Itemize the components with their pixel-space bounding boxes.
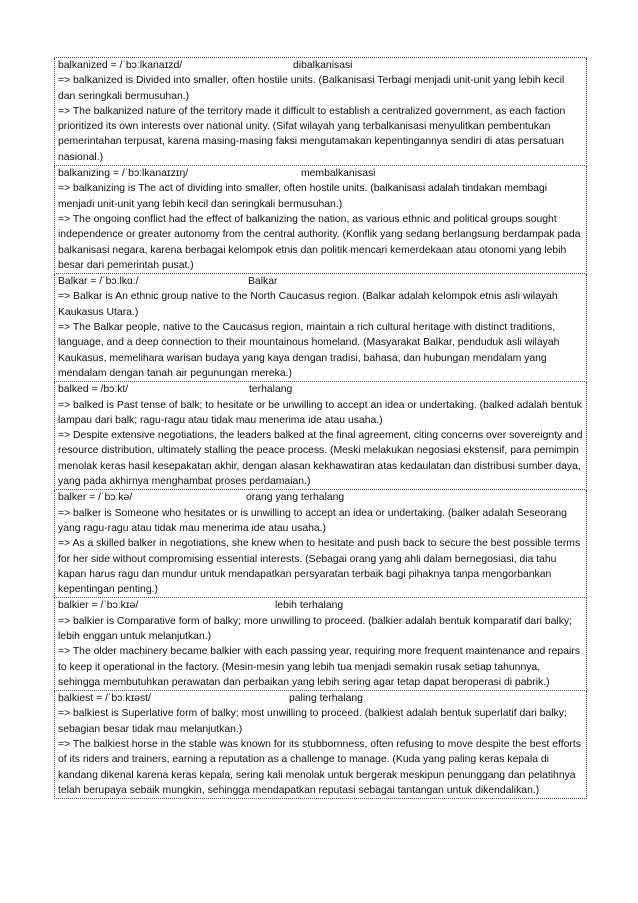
entry-translation: dibalkanisasi bbox=[293, 60, 353, 71]
entry-balkiest bbox=[54, 691, 587, 799]
entry-header bbox=[58, 490, 584, 505]
entry-balkanizing bbox=[54, 166, 587, 274]
entry-example: => The older machinery became balkier with each passing year, requiring more frequent maintenance and repairs to keep it operational in the factory. (Mesin-mesin yang lebih tua menjadi semakin rusak setiap tahunnya, sehingga membutuhkan perawatan dan perbaikan yang lebih sering agar tetap dapat beroperasi di pabrik.) bbox=[58, 646, 580, 688]
entry-definition: => balkier is Comparative form of balky; more unwilling to proceed. (balkier adalah bentuk komparatif dari balky; lebih enggan untuk melanjutkan.) bbox=[58, 615, 573, 642]
entry-translation: lebih terhalang bbox=[275, 600, 344, 612]
entry-balker bbox=[54, 490, 587, 598]
entry-example: => The balkiest horse in the stable was known for its stubbornness, often refusing to move despite the best efforts of its riders and trainers, earning a reputation as a challenge to manage. (Kuda yang paling keras kepala di kandang dikenal karena keras kepala, sering kali menolak untuk bergerak meskipun penunggang dan pelatihnya telah berupaya sebaik mungkin, sehingga mendapatkan reputasi sebagai tantangan untuk dikendalikan.) bbox=[58, 739, 581, 796]
entry-balked bbox=[54, 382, 587, 490]
entry-definition: => balked is Past tense of balk; to hesitate or be unwilling to accept an idea or undertaking. (balked adalah bentuk lampau dari balk; ragu-ragu atau tidak mau menerima ide atau usaha.) bbox=[58, 399, 582, 426]
entry-definition: => balker is Someone who hesitates or is unwilling to accept an idea or undertaking. (balker adalah Seseorang yang ragu-ragu atau tidak mau menerima ide atau usaha.) bbox=[58, 507, 567, 534]
entry-term: balked = /bɔːkt/ bbox=[58, 384, 129, 396]
entry-term: balkanizing = /ˈbɔːlkanaɪzɪŋ/ bbox=[58, 168, 189, 180]
entry-definition: => balkanized is Divided into smaller, often hostile units. (Balkanisasi Terbagi menjadi unit-unit yang lebih kecil dan seringkali bermusuhan.) bbox=[58, 75, 565, 102]
entry-balkanized bbox=[54, 58, 587, 166]
entry-translation: terhalang bbox=[249, 384, 293, 396]
entry-header bbox=[58, 274, 584, 289]
entry-balkar bbox=[54, 274, 587, 382]
entry-definition: => balkanizing is The act of dividing into smaller, often hostile units. (balkanisasi adalah tindakan membagi menjadi unit-unit yang lebih kecil dan seringkali bermusuhan.) bbox=[58, 183, 548, 210]
entry-term: balkier = /ˈbɔːkɪə/ bbox=[58, 600, 139, 612]
entry-header bbox=[58, 166, 584, 181]
entry-example: => Despite extensive negotiations, the leaders balked at the final agreement, citing concerns over sovereignty and resource distribution, ultimately stalling the peace process. (Meski melakukan negosiasi ekstensif, para pemimpin menolak keras hasil kesepakatan akhir, dengan alasan kekhawatiran atas kedaulatan dan distribusi sumber daya, yang pada akhirnya menghambat proses perdamaian.) bbox=[58, 430, 583, 488]
entry-example: => As a skilled balker in negotiations, she knew when to hesitate and push back to secure the best possible terms for her side without compromising essential interests. (Sebagai orang yang ahli dalam bernegosiasi, dia tahu kapan harus ragu dan mundur untuk mendapatkan persyaratan terbaik bagi pihaknya tanpa mengorbankan kepentingan penting.) bbox=[58, 538, 581, 596]
entry-translation: Balkar bbox=[248, 276, 278, 288]
entry-example: => The balkanized nature of the territory made it difficult to establish a centralized government, as each faction prioritized its own interests over national unity. (Sifat wilayah yang terbalkanisasi menyulitkan pembentukan pemerintahan terpusat, karena masing-masing faksi mengutamakan kepentingannya sendiri di atas persatuan nasional.) bbox=[58, 105, 566, 163]
entry-term: balkanized = /ˈbɔːlkanaɪzd/ bbox=[58, 60, 183, 71]
entry-header bbox=[58, 58, 584, 73]
entry-term: balkiest = /ˈbɔːkɪəst/ bbox=[58, 693, 151, 705]
entry-term: balker = /ˈbɔːkə/ bbox=[58, 492, 133, 504]
entry-header bbox=[58, 598, 584, 613]
entry-term: Balkar = /ˈbɔːlkɑː/ bbox=[58, 276, 139, 288]
entry-example: => The ongoing conflict had the effect of balkanizing the nation, as various ethnic and political groups sought independence or greater autonomy from the central authority. (Konflik yang sedang berlangsung berdampak pada balkanisasi negara, karena berbagai kelompok etnis dan politik mencari kemerdekaan atau otonomi yang lebih besar dari pemerintah pusat.) bbox=[58, 213, 581, 271]
entry-header bbox=[58, 382, 584, 397]
entry-balkier bbox=[54, 598, 587, 691]
entry-example: => The Balkar people, native to the Caucasus region, maintain a rich cultural heritage with distinct traditions, language, and a deep connection to their mountainous homeland. (Masyarakat Balkar, penduduk asli wilayah Kaukasus, memelihara warisan budaya yang kaya dengan tradisi, bahasa, dan hubungan mendalam yang mendalam dengan tanah air pegunungan mereka.) bbox=[58, 322, 560, 379]
entry-header bbox=[58, 691, 584, 706]
entry-translation: membalkanisasi bbox=[301, 168, 376, 180]
entry-list bbox=[54, 57, 587, 799]
entry-definition: => balkiest is Superlative form of balky; most unwilling to proceed. (balkiest adalah bentuk superlatif dari balky; sebagian besar tidak mau melanjutkan.) bbox=[58, 708, 567, 735]
entry-translation: paling terhalang bbox=[289, 693, 363, 705]
entry-translation: orang yang terhalang bbox=[246, 492, 345, 504]
entry-definition: => Balkar is An ethnic group native to the North Caucasus region. (Balkar adalah kelompok etnis asli wilayah Kaukasus Utara.) bbox=[58, 291, 558, 318]
